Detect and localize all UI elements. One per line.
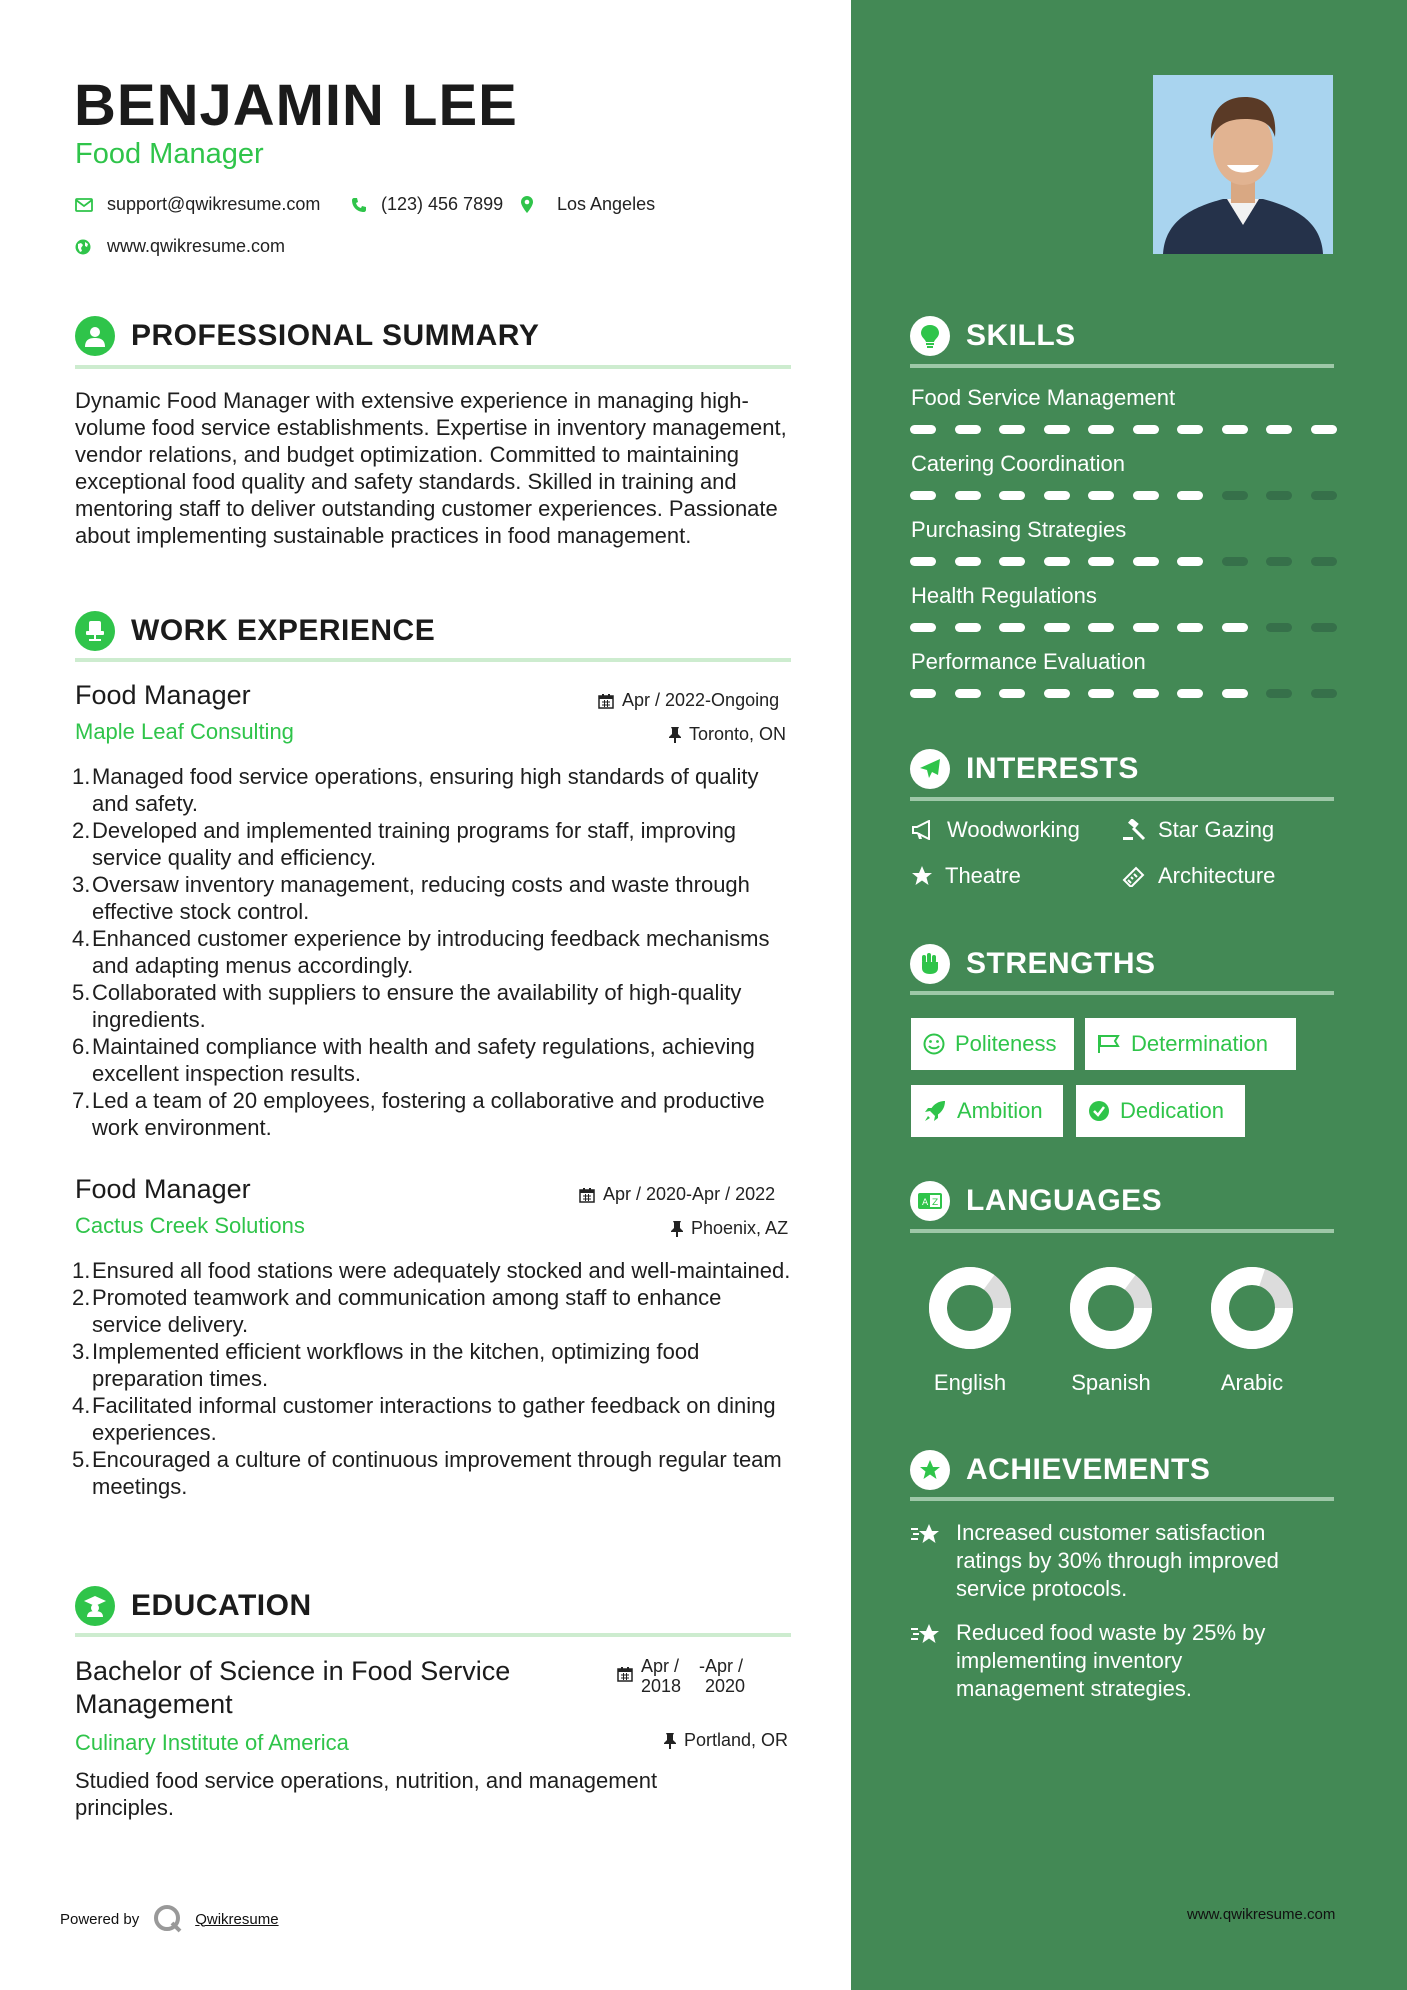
rocket-icon bbox=[923, 1099, 947, 1123]
contact-website[interactable] bbox=[75, 236, 285, 257]
skill-dash-filled bbox=[1133, 557, 1159, 566]
education-degree: Bachelor of Science in Food Service Management bbox=[75, 1656, 511, 1719]
list-item: 4. Enhanced customer experience by introducing feedback mechanisms and adapting menus accordingly. bbox=[72, 926, 770, 978]
list-item: 2. Developed and implemented training programs for staff, improving service quality and efficiency. bbox=[72, 818, 737, 870]
summary-text: Dynamic Food Manager with extensive experience in managing high-volume food service establishments. Expertise in inventory management, vendor relations, and budget optimization. Committed to maintaining exceptional food quality and safety standards. Skilled in training and mentoring staff to deliver outstanding customer experiences. Passionate about implementing sustainable practices in food management. bbox=[75, 388, 787, 548]
skill-dash-filled bbox=[955, 557, 981, 566]
education-dates bbox=[617, 1656, 757, 1696]
list-item: 6. Maintained compliance with health and safety regulations, achieving excellent inspection results. bbox=[72, 1034, 755, 1086]
skill-dash-filled bbox=[1222, 623, 1248, 632]
education-heading bbox=[75, 1586, 312, 1626]
summary-heading bbox=[75, 316, 539, 356]
list-item: 4. Facilitated informal customer interactions to gather feedback on dining experiences. bbox=[72, 1393, 776, 1445]
skill-dash-empty bbox=[1311, 689, 1337, 698]
education-end: Apr / 2020 bbox=[705, 1656, 746, 1696]
achievements-title: ACHIEVEMENTS bbox=[966, 1453, 1211, 1486]
strength-badge: Determination bbox=[1085, 1018, 1296, 1070]
education-start: Apr / 2018 bbox=[641, 1656, 682, 1696]
job-1-location-text: Toronto, ON bbox=[689, 724, 787, 744]
experience-heading bbox=[75, 611, 435, 651]
skill-dash-filled bbox=[910, 425, 936, 434]
skill-dash-filled bbox=[910, 623, 936, 632]
skill-dash-filled bbox=[1133, 491, 1159, 500]
skill-dash-filled bbox=[1177, 623, 1203, 632]
check-circle-icon bbox=[1088, 1100, 1110, 1122]
skill-dash-filled bbox=[1177, 491, 1203, 500]
qwikresume-logo-icon bbox=[153, 1904, 183, 1934]
skill-dash-filled bbox=[955, 689, 981, 698]
skill-name: Catering Coordination bbox=[911, 451, 1126, 476]
list-item: 2. Promoted teamwork and communication among staff to enhance service delivery. bbox=[72, 1285, 722, 1337]
skill-dash-filled bbox=[1266, 425, 1292, 434]
language-label: English bbox=[933, 1370, 1007, 1395]
skill-dash-empty bbox=[1266, 557, 1292, 566]
list-item: 1. Managed food service operations, ensuring high standards of quality and safety. bbox=[72, 764, 759, 816]
smile-icon bbox=[923, 1033, 945, 1055]
education-divider bbox=[75, 1633, 791, 1637]
globe-icon bbox=[75, 239, 91, 255]
powered-by-label: Powered by bbox=[60, 1910, 140, 1928]
skill-name: Purchasing Strategies bbox=[911, 517, 1127, 542]
profile-photo bbox=[1153, 75, 1333, 254]
education-title: EDUCATION bbox=[131, 1589, 312, 1622]
list-item: 3. Oversaw inventory management, reducing costs and waste through effective stock control. bbox=[72, 872, 750, 924]
strength-badge: Politeness bbox=[911, 1018, 1074, 1070]
skill-dash-empty bbox=[1222, 557, 1248, 566]
skill-dash-empty bbox=[1266, 491, 1292, 500]
language-donuts bbox=[900, 1258, 1340, 1358]
skills-divider bbox=[910, 364, 1334, 368]
skill-dash-filled bbox=[1088, 623, 1114, 632]
skill-name: Performance Evaluation bbox=[911, 649, 1146, 674]
strengths-divider bbox=[910, 991, 1334, 995]
language-label: Arabic bbox=[1220, 1370, 1284, 1395]
website-text: www.qwikresume.com bbox=[107, 236, 286, 256]
interests-divider bbox=[910, 797, 1334, 801]
experience-title: WORK EXPERIENCE bbox=[131, 614, 436, 647]
user-icon bbox=[75, 316, 115, 356]
job-1-dates bbox=[598, 690, 779, 711]
job-1-points bbox=[72, 763, 796, 1141]
skill-dash-empty bbox=[1311, 557, 1337, 566]
skill-dash-filled bbox=[1044, 557, 1070, 566]
skill-dash-filled bbox=[999, 689, 1025, 698]
job-1-title: Food Manager bbox=[75, 680, 251, 710]
skill-dash-filled bbox=[1177, 425, 1203, 434]
interest-item: Star Gazing bbox=[1122, 817, 1274, 843]
phone-text: (123) 456 7899 bbox=[381, 194, 504, 214]
flag-icon bbox=[1097, 1034, 1121, 1054]
skill-dash-filled bbox=[1088, 491, 1114, 500]
svg-text:A: A bbox=[922, 1198, 929, 1208]
qwikresume-link[interactable]: Qwikresume bbox=[195, 1910, 279, 1928]
achievements-divider bbox=[910, 1497, 1334, 1501]
skill-dash-filled bbox=[910, 491, 936, 500]
bullhorn-icon bbox=[911, 820, 935, 840]
paper-plane-icon bbox=[910, 749, 950, 789]
gavel-icon bbox=[1122, 819, 1146, 841]
skill-level-bar bbox=[910, 557, 1336, 566]
skill-dash-filled bbox=[1133, 425, 1159, 434]
skill-dash-filled bbox=[910, 689, 936, 698]
interest-item: Architecture bbox=[1122, 863, 1275, 889]
candidate-role: Food Manager bbox=[75, 138, 264, 170]
summary-title: PROFESSIONAL SUMMARY bbox=[131, 319, 540, 352]
skill-dash-empty bbox=[1311, 623, 1337, 632]
strength-badge: Ambition bbox=[911, 1085, 1063, 1137]
contact-phone[interactable] bbox=[351, 194, 503, 215]
summary-divider bbox=[75, 365, 791, 369]
graduate-icon bbox=[75, 1586, 115, 1626]
skills-heading bbox=[910, 316, 1076, 356]
achievement-item: Increased customer satisfaction ratings by 30% through improved service protocols. bbox=[910, 1519, 1330, 1603]
interests-title: INTERESTS bbox=[966, 752, 1139, 785]
skill-level-bar bbox=[910, 623, 1336, 632]
person-silhouette-icon bbox=[1153, 75, 1333, 254]
list-item: 5. Collaborated with suppliers to ensure the availability of high-quality ingredients. bbox=[72, 980, 742, 1032]
contact-email[interactable] bbox=[75, 194, 320, 215]
skill-dash-empty bbox=[1266, 689, 1292, 698]
strength-badge: Dedication bbox=[1076, 1085, 1245, 1137]
envelope-icon bbox=[75, 198, 93, 212]
skill-dash-filled bbox=[1222, 425, 1248, 434]
pin-icon bbox=[671, 1221, 683, 1237]
skill-dash-filled bbox=[955, 623, 981, 632]
lightbulb-icon bbox=[910, 316, 950, 356]
skill-dash-filled bbox=[999, 623, 1025, 632]
skill-dash-empty bbox=[1311, 491, 1337, 500]
skill-dash-filled bbox=[1177, 557, 1203, 566]
skill-dash-filled bbox=[1044, 689, 1070, 698]
pin-icon bbox=[664, 1733, 676, 1749]
job-2-company: Cactus Creek Solutions bbox=[75, 1213, 305, 1238]
skill-dash-filled bbox=[1222, 689, 1248, 698]
job-2-points bbox=[72, 1257, 796, 1500]
skill-dash-filled bbox=[1088, 689, 1114, 698]
translate-icon bbox=[910, 1181, 950, 1221]
skill-dash-filled bbox=[910, 557, 936, 566]
pin-icon bbox=[669, 727, 681, 743]
footer-website[interactable]: www.qwikresume.com bbox=[1187, 1906, 1336, 1923]
contact-location bbox=[521, 194, 655, 215]
strengths-heading bbox=[910, 944, 1156, 984]
skill-dash-filled bbox=[999, 557, 1025, 566]
calendar-icon bbox=[579, 1187, 595, 1203]
achievement-item: Reduced food waste by 25% by implementing inventory management strategies. bbox=[910, 1619, 1330, 1703]
skill-dash-filled bbox=[999, 491, 1025, 500]
skill-dash-filled bbox=[1133, 689, 1159, 698]
education-location bbox=[664, 1730, 788, 1751]
interests-heading bbox=[910, 749, 1139, 789]
star-icon bbox=[911, 865, 933, 887]
date-separator: - bbox=[699, 1656, 705, 1676]
shooting-star-icon bbox=[910, 1521, 942, 1549]
job-2-dates bbox=[579, 1184, 775, 1205]
email-text: support@qwikresume.com bbox=[107, 194, 321, 214]
list-item: 5. Encouraged a culture of continuous improvement through regular team meetings. bbox=[72, 1447, 782, 1499]
map-marker-icon bbox=[521, 196, 533, 213]
calendar-icon bbox=[598, 693, 614, 709]
skill-name: Food Service Management bbox=[911, 385, 1176, 410]
skill-dash-filled bbox=[1311, 425, 1337, 434]
skill-dash-filled bbox=[1044, 425, 1070, 434]
powered-by bbox=[60, 1904, 279, 1934]
skill-dash-filled bbox=[1177, 689, 1203, 698]
skills-title: SKILLS bbox=[966, 319, 1076, 352]
calendar-icon bbox=[617, 1666, 633, 1682]
briefcase-chair-icon bbox=[75, 611, 115, 651]
list-item: 3. Implemented efficient workflows in the kitchen, optimizing food preparation times. bbox=[72, 1339, 700, 1391]
interest-item: Theatre bbox=[911, 863, 1021, 889]
skill-dash-filled bbox=[955, 425, 981, 434]
skill-dash-filled bbox=[1088, 425, 1114, 434]
strengths-title: STRENGTHS bbox=[966, 947, 1156, 980]
fist-icon bbox=[910, 944, 950, 984]
languages-title: LANGUAGES bbox=[966, 1184, 1163, 1217]
language-label: Spanish bbox=[1071, 1370, 1151, 1395]
job-2-location bbox=[671, 1218, 788, 1239]
skill-level-bar bbox=[910, 689, 1336, 698]
skill-name: Health Regulations bbox=[911, 583, 1097, 608]
interest-item: Woodworking bbox=[911, 817, 1080, 843]
skill-dash-filled bbox=[955, 491, 981, 500]
shooting-star-icon bbox=[910, 1621, 942, 1649]
education-school: Culinary Institute of America bbox=[75, 1730, 349, 1755]
experience-divider bbox=[75, 658, 791, 662]
ruler-pencil-icon bbox=[1122, 865, 1146, 887]
job-2-dates-text: Apr / 2020-Apr / 2022 bbox=[603, 1184, 776, 1204]
phone-icon bbox=[351, 197, 367, 213]
skill-level-bar bbox=[910, 425, 1336, 434]
skill-level-bar bbox=[910, 491, 1336, 500]
languages-divider bbox=[910, 1229, 1334, 1233]
job-1-dates-text: Apr / 2022-Ongoing bbox=[622, 690, 780, 710]
job-2-title: Food Manager bbox=[75, 1174, 251, 1204]
skill-dash-filled bbox=[999, 425, 1025, 434]
svg-text:Z: Z bbox=[932, 1198, 939, 1208]
languages-heading bbox=[910, 1181, 1162, 1221]
trophy-star-icon bbox=[910, 1450, 950, 1490]
skill-dash-empty bbox=[1222, 491, 1248, 500]
job-2-location-text: Phoenix, AZ bbox=[691, 1218, 789, 1238]
skill-dash-filled bbox=[1088, 557, 1114, 566]
skill-dash-filled bbox=[1044, 623, 1070, 632]
achievements-heading bbox=[910, 1450, 1210, 1490]
skill-dash-filled bbox=[1133, 623, 1159, 632]
skill-dash-empty bbox=[1266, 623, 1292, 632]
location-text: Los Angeles bbox=[557, 194, 656, 214]
education-description: Studied food service operations, nutrition, and management principles. bbox=[75, 1768, 658, 1820]
skill-dash-filled bbox=[1044, 491, 1070, 500]
candidate-name: BENJAMIN LEE bbox=[74, 73, 518, 138]
job-1-location bbox=[669, 724, 786, 745]
list-item: 7. Led a team of 20 employees, fostering a collaborative and productive work environment. bbox=[72, 1088, 765, 1140]
education-location-text: Portland, OR bbox=[684, 1730, 789, 1750]
job-1-company: Maple Leaf Consulting bbox=[75, 719, 294, 744]
list-item: 1. Ensured all food stations were adequately stocked and well-maintained. bbox=[72, 1258, 791, 1283]
